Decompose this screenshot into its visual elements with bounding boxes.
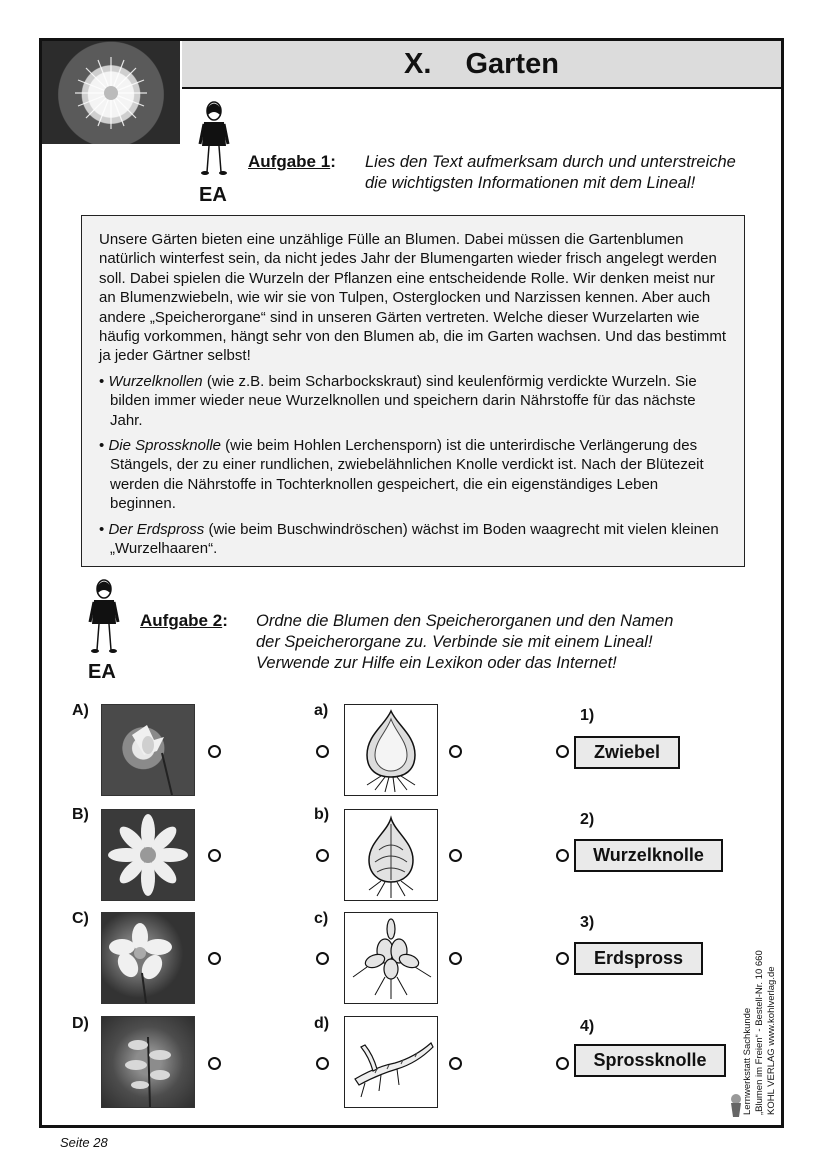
corydalis-photo: [101, 1016, 195, 1108]
corm-drawing: [344, 809, 438, 901]
organ-label-d: d): [314, 1015, 330, 1032]
task-2-instruction: Ordne die Blumen den Speicherorganen und den Namen der Speicherorgane zu. Verbinde sie mit einem Lineal! Verwende zur Hilfe ein Lexikon oder das Internet!: [256, 612, 674, 672]
organ-label-b: b): [314, 806, 330, 823]
anemone-photo: [101, 912, 195, 1004]
connect-dot[interactable]: [449, 849, 462, 862]
bulb-drawing: [344, 704, 438, 796]
student-icon: [86, 578, 122, 656]
name-number: 3): [580, 914, 595, 931]
page-number: Seite 28: [60, 1135, 108, 1150]
publisher-info: Lernwerkstatt Sachkunde „Blumen im Freien“ - Bestell-Nr. 10 660 KOHL VERLAG www.kohlverlag.de: [742, 950, 777, 1115]
connect-dot[interactable]: [208, 849, 221, 862]
connect-dot[interactable]: [208, 1057, 221, 1070]
connect-dot[interactable]: [556, 849, 569, 862]
page-title: [182, 41, 781, 89]
connect-dot[interactable]: [316, 1057, 329, 1070]
flower-label-d: D): [72, 1015, 89, 1032]
name-number: 1): [580, 707, 595, 724]
flower-label-b: B): [72, 806, 89, 823]
connect-dot[interactable]: [556, 745, 569, 758]
connect-dot[interactable]: [208, 745, 221, 758]
bulb-icon: [345, 705, 437, 795]
connect-dot[interactable]: [316, 849, 329, 862]
daffodil-photo: [101, 704, 195, 796]
dandelion-photo: [42, 41, 180, 144]
name-box-erdspross: Erdspross: [574, 942, 703, 975]
root-tuber-drawing: [344, 912, 438, 1004]
connect-dot[interactable]: [449, 1057, 462, 1070]
name-box-wurzelknolle: Wurzelknolle: [574, 839, 723, 872]
bullet-item: • Der Erdspross (wie beim Buschwindröschen) wächst im Boden waagrecht mit vielen kleinen „Wurzelhaaren“.: [99, 520, 719, 558]
connect-dot[interactable]: [208, 952, 221, 965]
celandine-icon: [102, 810, 194, 900]
flower-label-a: A): [72, 702, 89, 719]
student-icon: [196, 100, 232, 178]
task-2-label: Aufgabe 2:: [140, 611, 228, 630]
celandine-photo: [101, 809, 195, 901]
chapter-number: X.: [404, 47, 432, 80]
daffodil-icon: [102, 705, 194, 795]
chapter-title: Garten: [465, 47, 559, 80]
name-number: 4): [580, 1018, 595, 1035]
corm-icon: [345, 810, 437, 900]
reading-text-box: [81, 215, 745, 567]
bullet-item: • Wurzelknollen (wie z.B. beim Scharbockskraut) sind keulenförmig verdickte Wurzeln. Sie bilden immer wieder neue Wurzelknollen und speichern darin Nährstoffe für das nächste Jahr.: [99, 372, 697, 429]
connect-dot[interactable]: [556, 1057, 569, 1070]
reading-intro: Unsere Gärten bieten eine unzählige Fülle an Blumen. Dabei müssen die Gartenblumen natürlich winterfest sein, da nicht jedes Jahr der Blumengarten wieder frisch angelegt werden soll. Dabei spielen die Wurzeln der Pflanzen eine entscheidende Rolle. Wir denken meist nur an Blumenzwiebeln, wie wir sie von Tulpen, Osterglocken und Narzissen kennen. Aber auch andere „Speicherorgane“ sind in unseren Gärten vertreten. Welche dieser Wurzelarten wie häufig vorkommen, hängt sehr von den Blumen ab, die im Garten wachsen. Und das bestimmt ja jeder Gärtner selbst!: [99, 231, 726, 365]
flower-label-c: C): [72, 910, 89, 927]
dandelion-icon: [42, 41, 180, 144]
anemone-icon: [102, 913, 194, 1003]
work-mode-label: EA: [199, 184, 227, 206]
task-1-instruction: Lies den Text aufmerksam durch und unterstreiche die wichtigsten Informationen mit dem Lineal!: [365, 153, 736, 192]
bullet-item: • Die Sprossknolle (wie beim Hohlen Lerchensporn) ist die unterirdische Verlängerung des Stängels, der zu einer rundlichen, zwiebelähnlichen Knolle verdickt ist. Nach der Blütezeit werden die Nährstoffe in Tochterknollen gespeichert, die ein eigenständiges Leben beginnen.: [99, 437, 704, 513]
connect-dot[interactable]: [449, 745, 462, 758]
root-tuber-icon: [345, 913, 437, 1003]
connect-dot[interactable]: [449, 952, 462, 965]
corydalis-icon: [102, 1017, 194, 1107]
task-1-label: Aufgabe 1:: [248, 152, 336, 171]
name-box-sprossknolle: Sprossknolle: [574, 1044, 726, 1077]
connect-dot[interactable]: [316, 745, 329, 758]
organ-label-c: c): [314, 910, 329, 927]
connect-dot[interactable]: [556, 952, 569, 965]
rhizome-drawing: [344, 1016, 438, 1108]
connect-dot[interactable]: [316, 952, 329, 965]
name-number: 2): [580, 811, 595, 828]
work-mode-label: EA: [88, 661, 116, 683]
name-box-zwiebel: Zwiebel: [574, 736, 680, 769]
organ-label-a: a): [314, 702, 329, 719]
rhizome-icon: [345, 1017, 437, 1107]
